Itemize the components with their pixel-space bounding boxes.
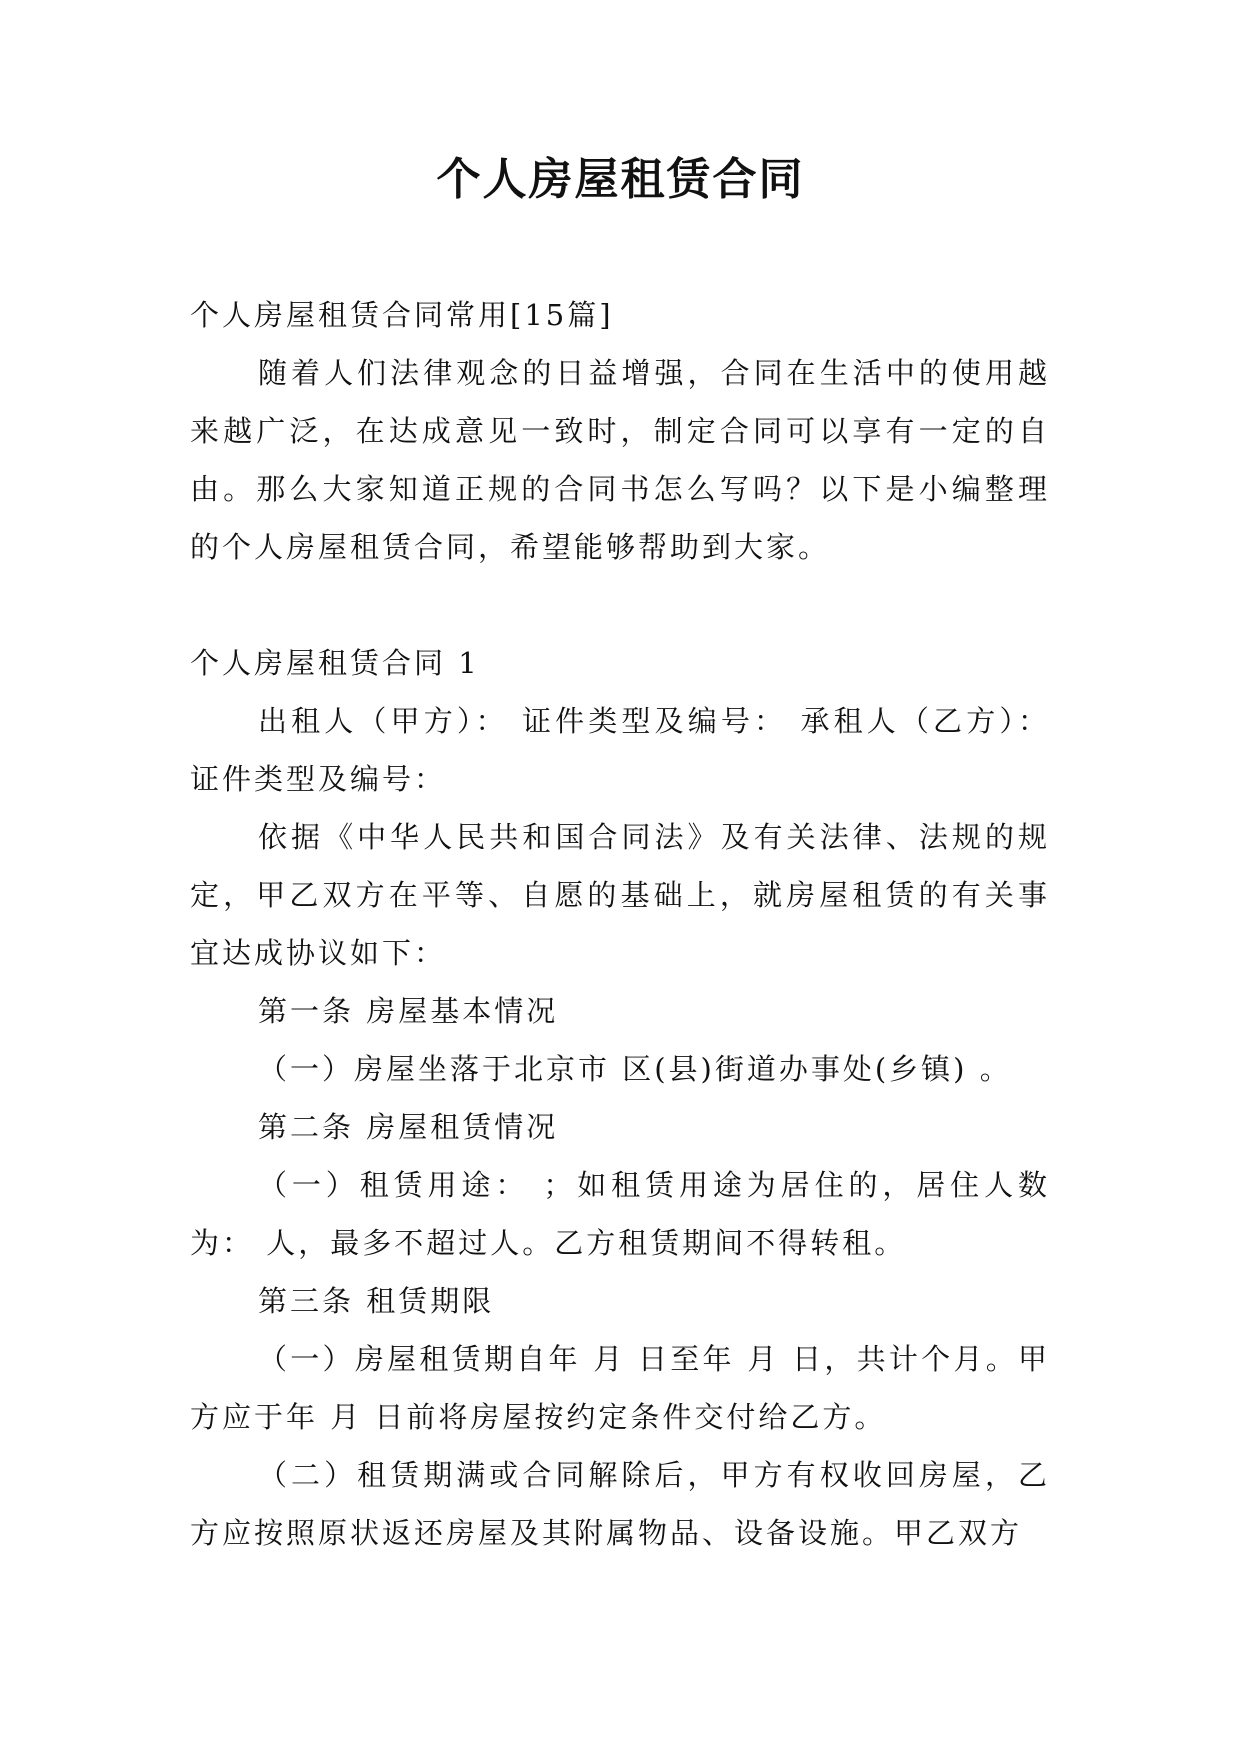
article-3-title: 第三条 租赁期限 bbox=[258, 1284, 495, 1318]
document-title: 个人房屋租赁合同 bbox=[436, 154, 805, 205]
article-2-title: 第二条 房屋租赁情况 bbox=[258, 1110, 559, 1144]
article-3-item-2: （二）租赁期满或合同解除后，甲方有权收回房屋，乙方应按照原状返还房屋及其附属物品、设备设施。甲乙双方 bbox=[190, 1458, 1050, 1550]
article-2-item-1: （一）租赁用途： ；如租赁用途为居住的，居住人数为： 人，最多不超过人。乙方租赁期间不得转租。 bbox=[190, 1168, 1050, 1260]
paragraph-spacer bbox=[190, 576, 1050, 634]
legal-basis-paragraph: 依据《中华人民共和国合同法》及有关法律、法规的规定，甲乙双方在平等、自愿的基础上，就房屋租赁的有关事宜达成协议如下： bbox=[190, 820, 1050, 970]
document-body bbox=[190, 286, 1050, 1562]
article-1-item-1: （一）房屋坐落于北京市 区(县)街道办事处(乡镇) 。 bbox=[258, 1052, 1012, 1086]
document-subtitle: 个人房屋租赁合同常用[15篇] bbox=[190, 298, 614, 332]
article-1-title: 第一条 房屋基本情况 bbox=[258, 994, 559, 1028]
article-3-item-1: （一）房屋租赁期自年 月 日至年 月 日，共计个月。甲方应于年 月 日前将房屋按约定条件交付给乙方。 bbox=[190, 1342, 1050, 1434]
intro-paragraph: 随着人们法律观念的日益增强，合同在生活中的使用越来越广泛，在达成意见一致时，制定合同可以享有一定的自由。那么大家知道正规的合同书怎么写吗？以下是小编整理的个人房屋租赁合同，希望能够帮助到大家。 bbox=[190, 356, 1050, 564]
section-heading: 个人房屋租赁合同 1 bbox=[190, 646, 480, 680]
parties-paragraph: 出租人（甲方）： 证件类型及编号： 承租人（乙方）：证件类型及编号： bbox=[190, 704, 1050, 796]
